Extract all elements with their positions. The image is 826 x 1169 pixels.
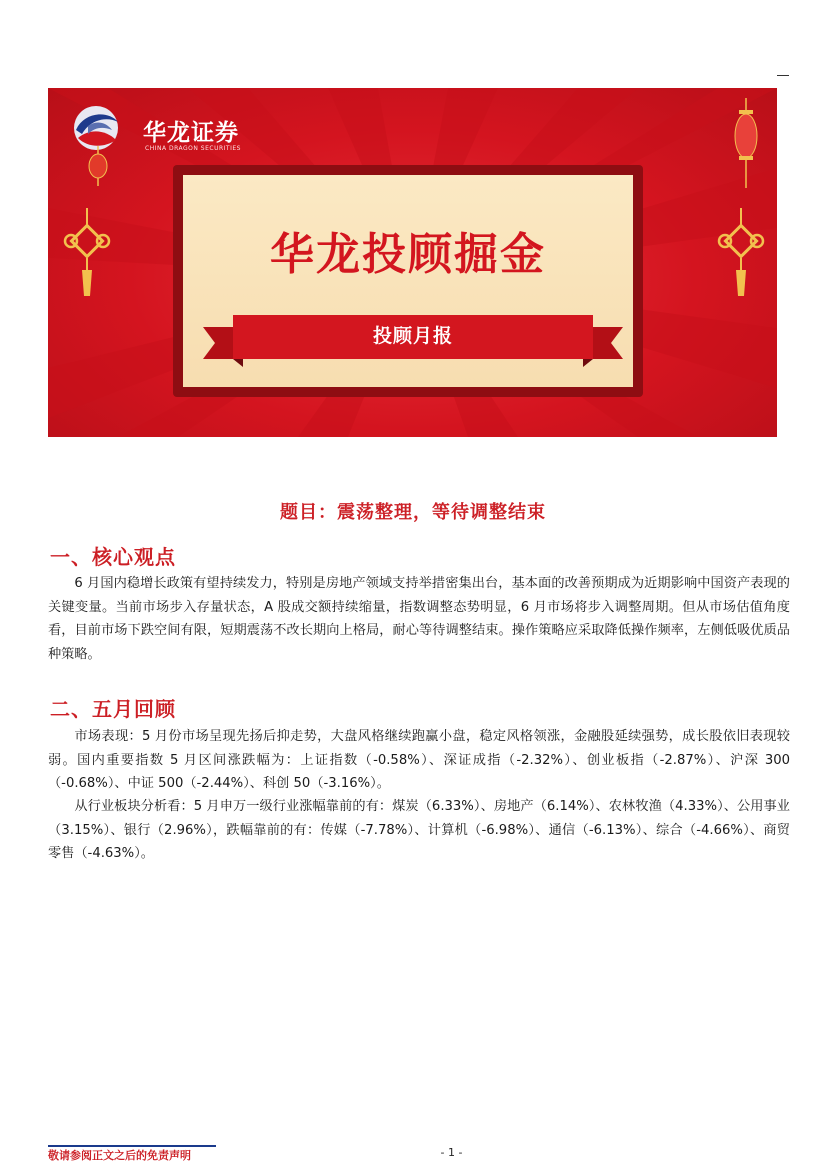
header-rule xyxy=(777,75,789,76)
ribbon-label: 投顾月报 xyxy=(372,325,453,347)
page-number: - 1 - xyxy=(440,1146,463,1159)
chinese-knot-icon xyxy=(716,208,766,298)
logo-subtitle: CHINA DRAGON SECURITIES xyxy=(145,145,241,152)
cover-banner xyxy=(48,88,777,437)
section-heading: 一、核心观点 xyxy=(50,545,176,569)
paragraph: 从行业板块分析看：5 月申万一级行业涨幅靠前的有：煤炭（6.33%）、房地产（6.14%）、农林牧渔（4.33%）、公用事业（3.15%）、银行（2.96%），跌幅靠前的有：传媒（-7.78%）、计算机（-6.98%）、通信（-6.13%）、综合（-4.66%）、商贸零售（-4.63%）。 xyxy=(48,799,790,861)
logo-name: 华龙证券 xyxy=(143,120,239,146)
section-heading: 二、五月回顾 xyxy=(50,697,176,721)
paragraph: 6 月国内稳增长政策有望持续发力，特别是房地产领域支持举措密集出台，基本面的改善预期成为近期影响中国资产表现的关键变量。当前市场步入存量状态，A 股成交额持续缩量，指数调整态势明显，6 月市场将步入调整周期。但从市场估值角度看，目前市场下跌空间有限，短期震荡不改长期向上格局，耐心等待调整结束。操作策略应采取降低操作频率，左侧低吸优质品种策略。 xyxy=(48,576,790,662)
lantern-icon xyxy=(88,146,108,186)
document-title: 题目：震荡整理，等待调整结束 xyxy=(280,502,546,523)
banner-title: 华龙投顾掘金 xyxy=(270,229,546,280)
chinese-knot-icon xyxy=(62,208,112,298)
disclaimer-link[interactable]: 敬请参阅正文之后的免责声明 xyxy=(48,1149,191,1162)
paragraph: 市场表现：5 月份市场呈现先扬后抑走势，大盘风格继续跑赢小盘，稳定风格领涨，金融股延续强势，成长股依旧表现较弱。国内重要指数 5 月区间涨跌幅为：上证指数（-0.58%）、深证成指（-2.32%）、创业板指（-2.87%）、沪深 300（-0.68%）、中证 500（-2.44%）、科创 50（-3.16%）。 xyxy=(48,729,790,791)
lantern-icon xyxy=(734,98,758,188)
